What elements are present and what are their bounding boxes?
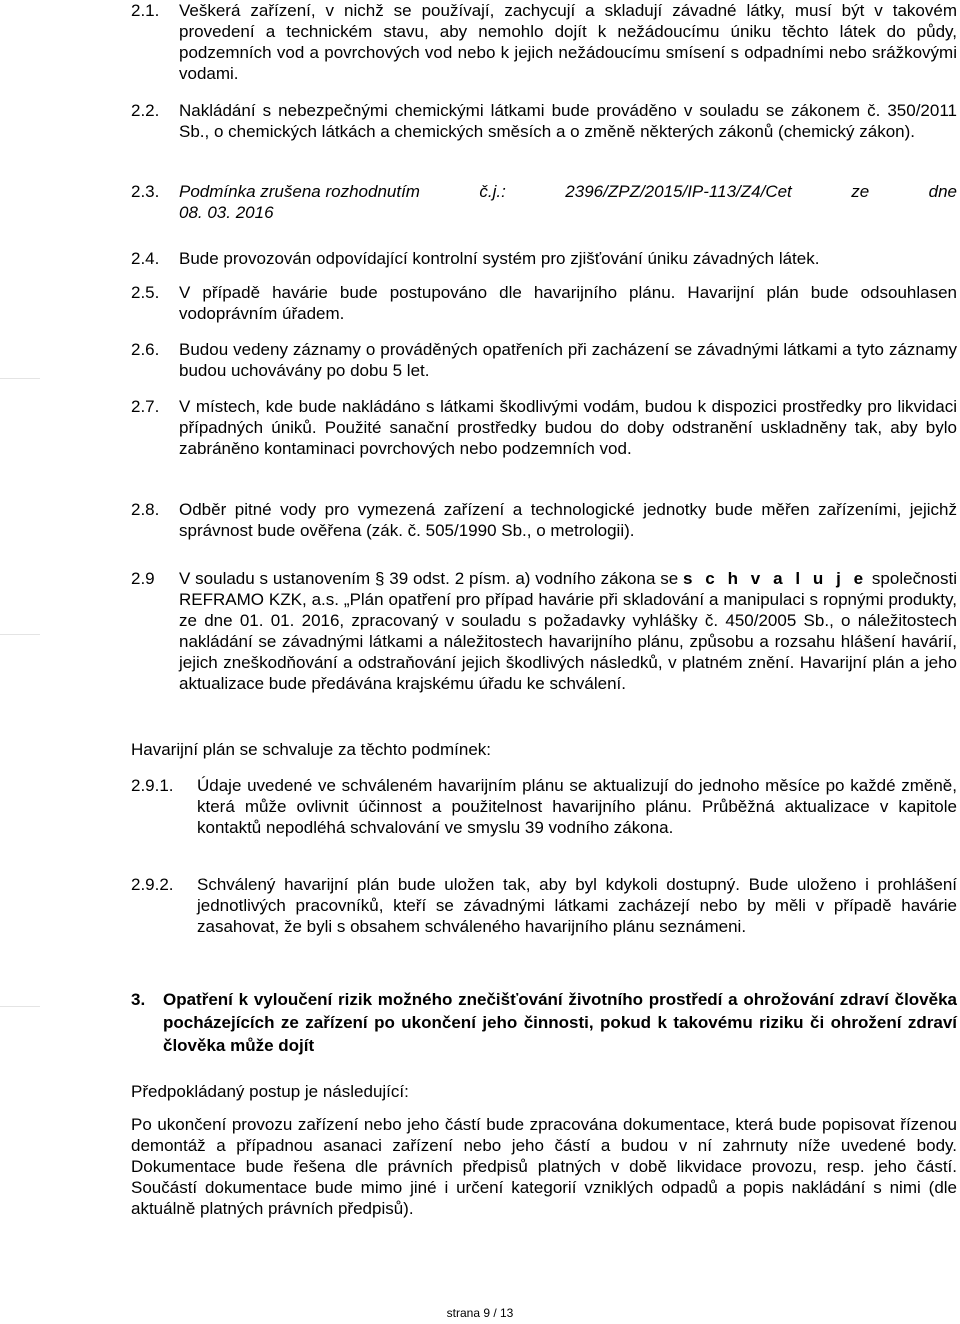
item-text-part: ze xyxy=(851,182,870,201)
sub-item-text: Schválený havarijní plán bude uložen tak, aby byl kdykoli dostupný. Bude uloženo i prohlášení jednotlivých pracovníků, kteří se závadnými látkami zacházejí nebo by měli v případě havárie zasahovat, že byli s obsahem schváleného havarijního plánu seznámeni. xyxy=(197,875,957,936)
list-item xyxy=(131,339,957,381)
item-text xyxy=(179,568,957,694)
item-text-part: V souladu s ustanovením § 39 odst. 2 písm. a) vodního zákona se xyxy=(179,569,679,588)
sub-item xyxy=(131,874,957,937)
margin-mark xyxy=(0,1006,40,1007)
item-number: 2.1. xyxy=(131,1,160,20)
item-text: Bude provozován odpovídající kontrolní systém pro zjišťování úniku závadných látek. xyxy=(179,249,820,268)
list-item xyxy=(131,282,957,324)
sub-item xyxy=(131,775,957,838)
list-item xyxy=(131,181,957,223)
item-number: 2.5. xyxy=(131,283,160,302)
item-number: 2.2. xyxy=(131,101,160,120)
item-number: 2.4. xyxy=(131,249,160,268)
item-number: 2.8. xyxy=(131,500,160,519)
item-text: Veškerá zařízení, v nichž se používají, zachycují a skladují závadné látky, musí být v takovém provedení a technickém stavu, aby nemohlo dojít k nežádoucímu úniku těchto látek do půdy, podzemních vod a povrchových vod nebo k jejich nežádoucímu smísení s odpadními nebo srážkovými vodami. xyxy=(179,1,957,83)
sub-item-number: 2.9.2. xyxy=(131,875,174,894)
procedure-text: Po ukončení provozu zařízení nebo jeho částí bude zpracována dokumentace, která bude popisovat řízenou demontáž a případnou asanaci zařízení nebo jeho částí a budou v ní zahrnuty níže uvedené body. Dokumentace bude řešena dle právních předpisů platných v době likvidace provozu, resp. jeho částí. Součástí dokumentace bude mimo jiné i určení kategorií vzniklých odpadů a popis nakládání s nimi (dle aktuálně platných právních předpisů). xyxy=(131,1115,957,1218)
item-text: V místech, kde bude nakládáno s látkami škodlivými vodám, budou k dispozici prostředky pro likvidaci případných úniků. Použité sanační prostředky budou do doby odstranění uskladněny tak, aby bylo zabráněno kontaminaci povrchových nebo podzemních vod. xyxy=(179,397,957,458)
item-text-part: dne xyxy=(928,182,957,201)
margin-mark xyxy=(0,378,40,379)
section-title: Opatření k vyloučení rizik možného znečišťování životního prostředí a ohrožování zdraví člověka pocházejících ze zařízení po ukončení jeho činnosti, pokud k takovému riziku či ohrožení zdraví člověka může dojít xyxy=(163,990,957,1055)
procedure-intro: Předpokládaný postup je následující: xyxy=(131,1082,409,1101)
list-item xyxy=(131,568,957,694)
section-number: 3. xyxy=(131,990,146,1009)
conditions-intro: Havarijní plán se schvaluje za těchto podmínek: xyxy=(131,740,492,759)
item-text-part: 08. 03. 2016 xyxy=(179,203,274,222)
item-number: 2.7. xyxy=(131,397,160,416)
item-number: 2.3. xyxy=(131,182,160,201)
sub-item-number: 2.9.1. xyxy=(131,776,174,795)
item-text-part: č.j.: xyxy=(479,182,506,201)
item-text xyxy=(179,181,957,223)
page-footer: strana 9 / 13 xyxy=(446,1306,514,1320)
approval-keyword: s c h v a l u j e xyxy=(683,569,868,588)
list-item xyxy=(131,499,957,541)
list-item xyxy=(131,100,957,142)
item-text-part: 2396/ZPZ/2015/IP-113/Z4/Cet xyxy=(565,182,792,201)
item-number: 2.6. xyxy=(131,340,160,359)
sub-item-text: Údaje uvedené ve schváleném havarijním plánu se aktualizují do jednoho měsíce po každé změně, která může ovlivnit účinnost a použitelnost havarijního plánu. Průběžná aktualizace v kapitole kontaktů nepodléhá schvalování ve smyslu 39 vodního zákona. xyxy=(197,776,957,837)
item-text: Budou vedeny záznamy o prováděných opatřeních při zacházení se závadnými látkami a tyto záznamy budou uchovávány po dobu 5 let. xyxy=(179,340,957,380)
item-text: Odběr pitné vody pro vymezená zařízení a technologické jednotky bude měřen zařízeními, jejichž správnost bude ověřena (zák. č. 505/1990 Sb., o metrologii). xyxy=(179,500,957,540)
item-text-part: Podmínka zrušena rozhodnutím xyxy=(179,182,420,201)
item-text: Nakládání s nebezpečnými chemickými látkami bude prováděno v souladu se zákonem č. 350/2011 Sb., o chemických látkách a chemických směsích a o změně některých zákonů (chemický zákon). xyxy=(179,101,957,141)
list-item xyxy=(131,248,957,269)
section-heading xyxy=(131,988,957,1057)
item-text-part: společnosti REFRAMO KZK, a.s. „Plán opatření pro případ havárie při skladování a manipulaci s ropnými produkty, ze dne 01. 01. 2016, zpracovaný v souladu s požadavky vyhlášky č. 450/2005 Sb., o náležitostech nakládání se závadnými látkami a náležitostech havarijního plánu, způsobu a rozsahu hlášení havárií, jejich zneškodňování a odstraňování jejich škodlivých následků, v platném znění. Havarijní plán a jeho aktualizace bude předávána krajskému úřadu ke schválení. xyxy=(179,569,957,693)
item-number: 2.9 xyxy=(131,569,155,588)
list-item xyxy=(131,0,957,84)
list-item xyxy=(131,396,957,459)
item-text: V případě havárie bude postupováno dle havarijního plánu. Havarijní plán bude odsouhlasen vodoprávním úřadem. xyxy=(179,283,957,323)
margin-mark xyxy=(0,634,40,635)
